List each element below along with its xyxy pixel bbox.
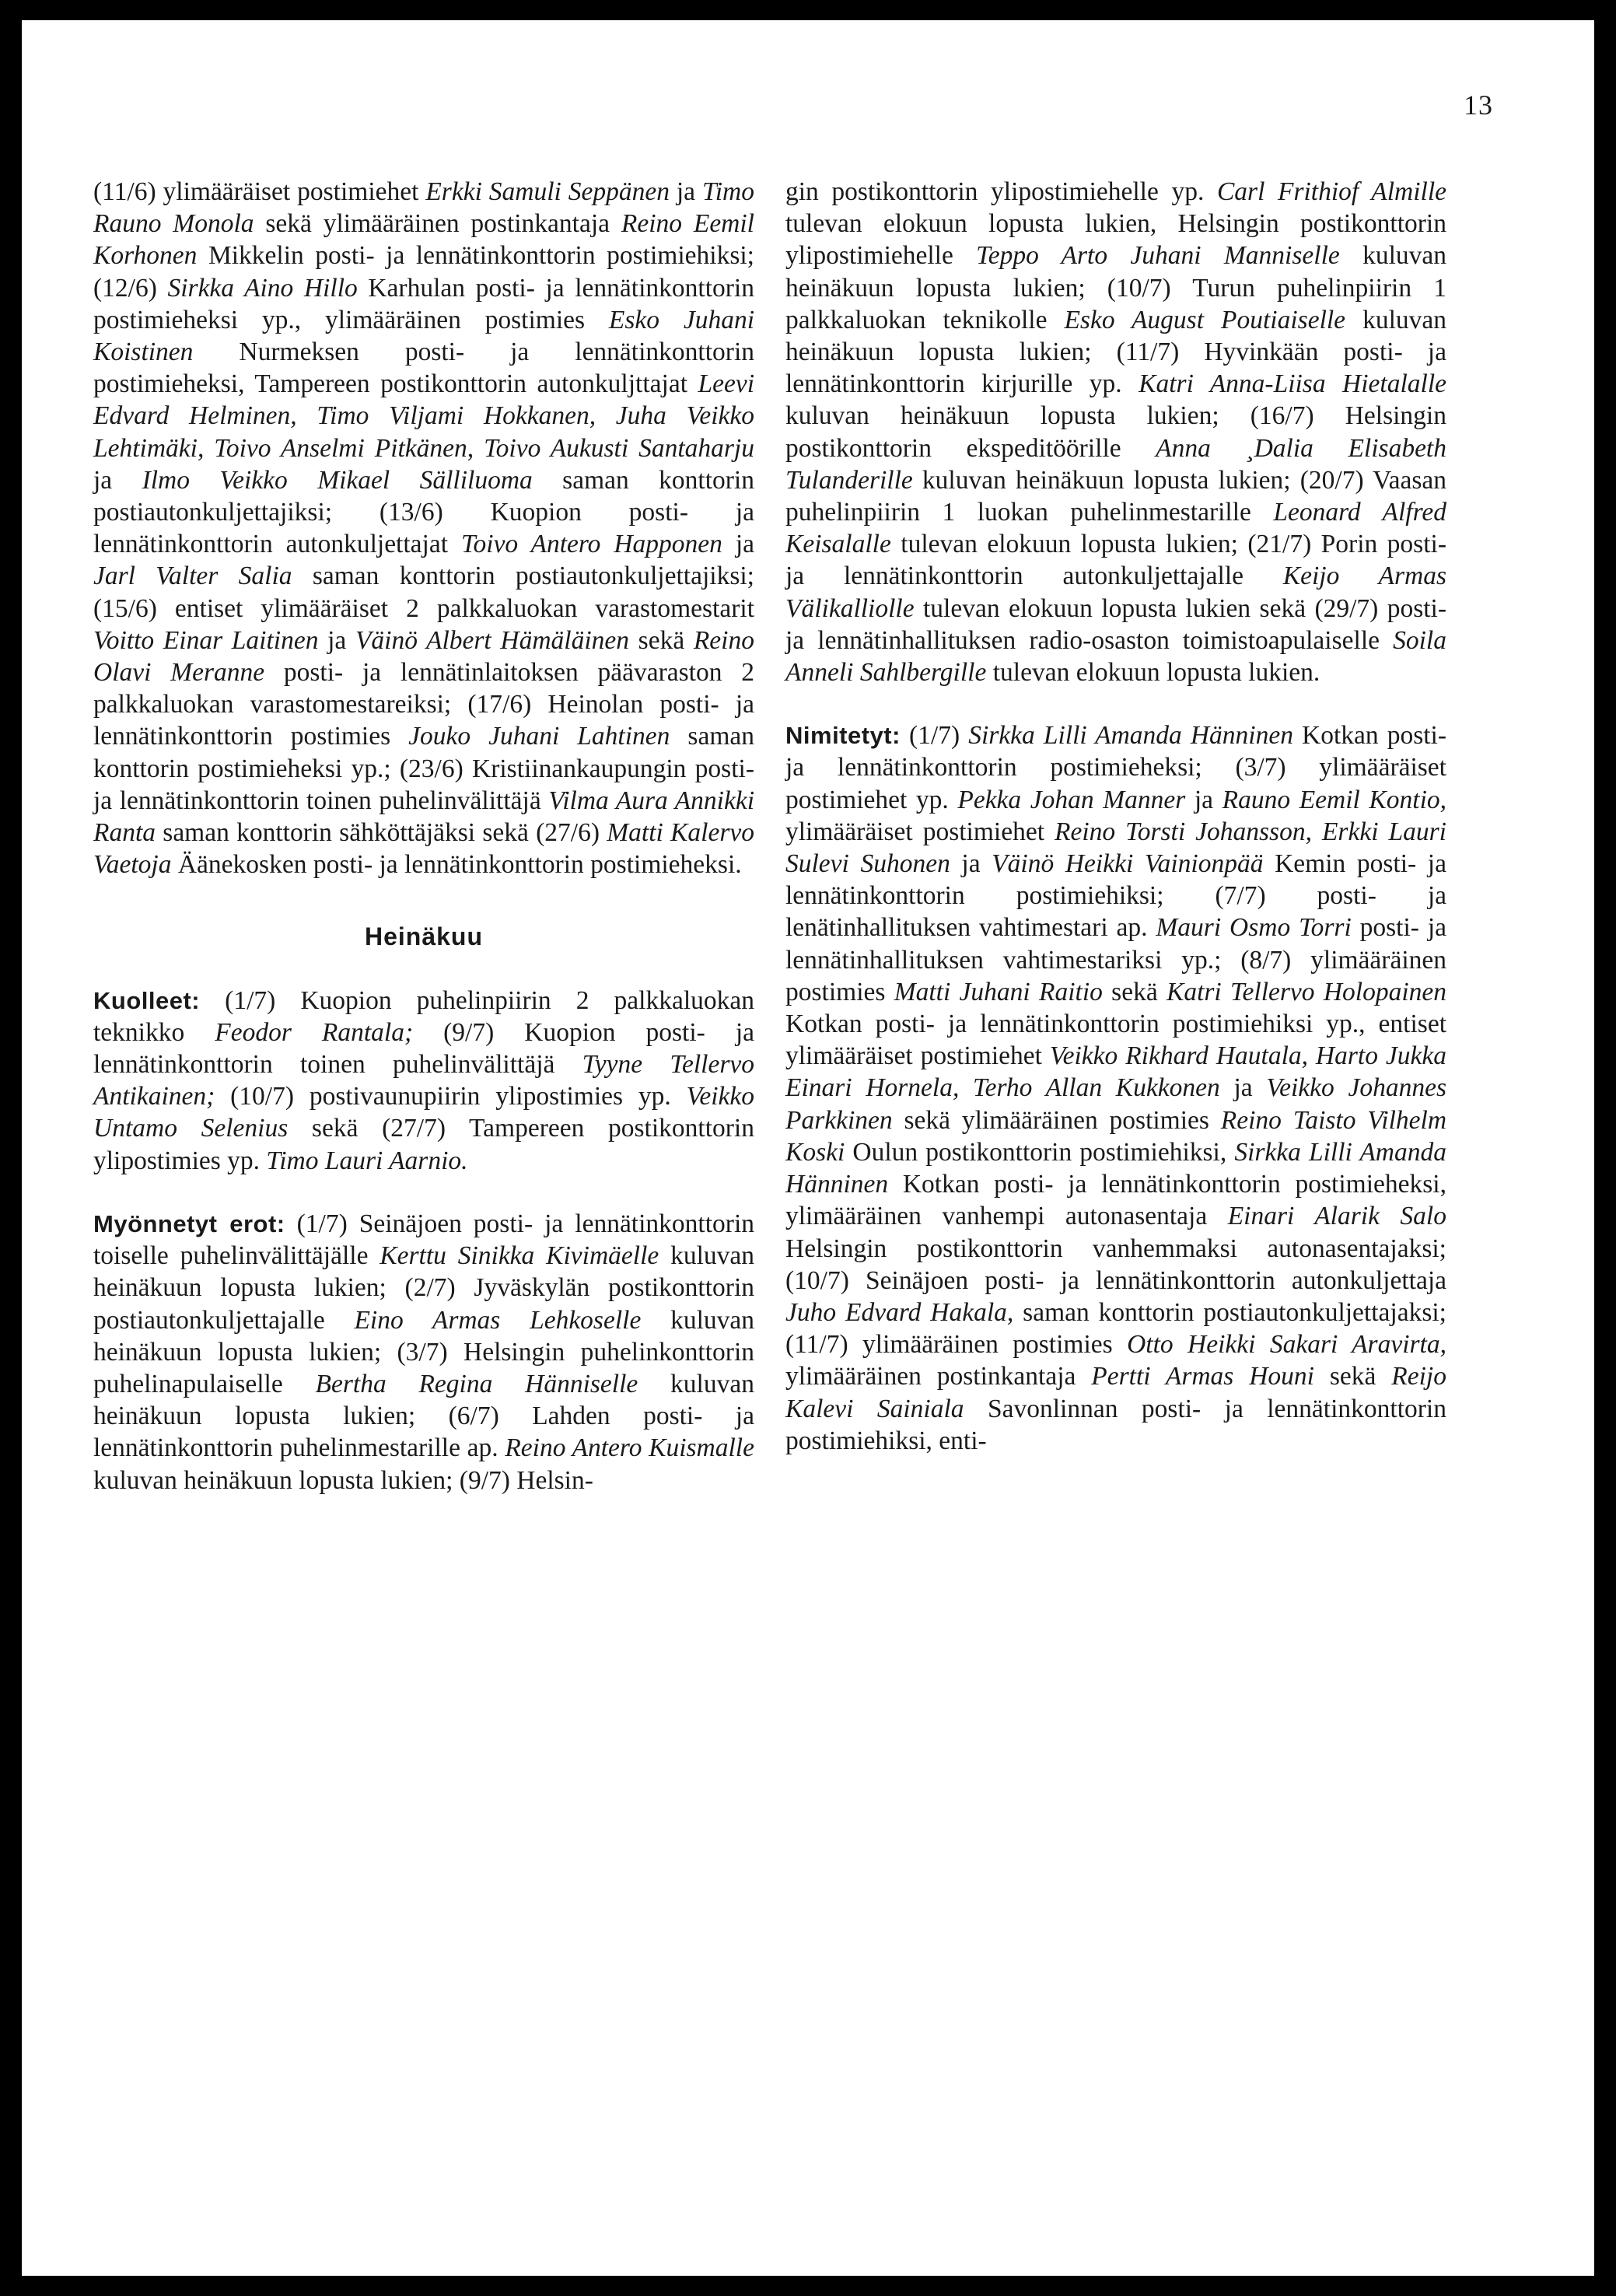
deceased-label: Kuolleet: xyxy=(93,986,201,1014)
person-name: Mauri Osmo Torri xyxy=(1156,913,1352,943)
resignations-label: Myönnetyt erot: xyxy=(93,1209,285,1237)
person-name: Erkki Samuli Seppänen xyxy=(425,177,670,206)
person-name: Ilmo Veikko Mikael Sälliluoma xyxy=(142,465,533,495)
person-name: Soila Anneli Sahlbergille xyxy=(785,625,1446,688)
appointed-paragraph xyxy=(785,719,1446,1457)
deceased-text: (1/7) Kuopion puhelinpiirin 2 palkkaluokan teknikko Feodor Rantala; (9/7) Kuopion posti- ja lennätinkonttorin toinen puhelinvälittäjä Tyyne Tellervo Antikainen; (10/7) postivaunupiirin ylipostimies yp. Veikko Untamo Selenius sekä (27/7) Tampereen postikonttorin ylipostimies yp. Timo Lauri Aarnio. xyxy=(93,985,755,1175)
person-name: Feodor Rantala; xyxy=(215,1017,414,1047)
person-name: Anna ¸Dalia Elisabeth Tulanderille xyxy=(785,433,1446,495)
person-name: Reino Olavi Meranne xyxy=(93,625,754,688)
person-name: Sirkka Lilli Amanda Hänninen xyxy=(785,1137,1446,1199)
person-name: Reijo Kalevi Sainiala xyxy=(785,1362,1446,1423)
person-name: Toivo Antero Happonen xyxy=(460,530,722,559)
person-name: Carl Frithiof Almille xyxy=(1216,177,1446,206)
person-name: Matti Kalervo Vaetoja xyxy=(93,818,754,880)
person-name: Rauno Eemil Kontio, xyxy=(1222,785,1446,814)
person-name: Veikko Untamo Selenius xyxy=(93,1082,754,1143)
person-name: Vilma Aura Annikki Ranta xyxy=(93,786,754,848)
person-name: Jarl Valter Salia xyxy=(93,562,292,591)
person-name: Tyyne Tellervo Antikainen; xyxy=(93,1050,754,1111)
person-name: Reino Eemil Korhonen xyxy=(93,209,754,271)
person-name: Väinö Heikki Vainionpää xyxy=(992,849,1264,879)
person-name: Bertha Regina Hänniselle xyxy=(315,1369,638,1398)
person-name: Keijo Armas Välikalliolle xyxy=(785,562,1447,623)
document-page xyxy=(22,20,1594,2276)
left-column xyxy=(93,176,754,1496)
person-name: Jouko Juhani Lahtinen xyxy=(408,722,670,751)
resignations-paragraph xyxy=(93,1208,754,1496)
person-name: Pekka Johan Manner xyxy=(957,785,1186,814)
person-name: Esko Juhani Koistinen xyxy=(93,305,754,367)
appointed-label: Nimitetyt: xyxy=(785,722,901,750)
person-name: Katri Anna-Liisa Hietalalle xyxy=(1139,369,1446,399)
section-heading-heinakuu: Heinäkuu xyxy=(364,922,484,951)
person-name: Teppo Arto Juhani Manniselle xyxy=(976,241,1340,271)
person-name: Reino Antero Kuismalle xyxy=(505,1433,754,1463)
person-name: Veikko Rikhard Hautala, Harto Jukka Einari Hornela, Terho Allan Kukkonen xyxy=(785,1041,1446,1103)
page-number: 13 xyxy=(1464,89,1493,121)
person-name: Leonard Alfred Keisalalle xyxy=(785,498,1446,559)
person-name: Pertti Armas Houni xyxy=(1091,1362,1314,1391)
person-name: Sirkka Lilli Amanda Hänninen xyxy=(968,721,1293,751)
person-name: Timo Rauno Monola xyxy=(93,177,754,239)
person-name: Reino Torsti Johansson, Erkki Lauri Sulevi Suhonen xyxy=(785,817,1446,879)
resignations-continued-paragraph: gin postikonttorin ylipostimiehelle yp. Carl Frithiof Almille tulevan elokuun lopusta lukien, Helsingin postikonttorin ylipostimiehelle Teppo Arto Juhani Manniselle kuluvan heinäkuun lopusta lukien; (10/7) Turun puhelinpiirin 1 palkkaluokan teknikolle Esko August Poutiaiselle kuluvan heinäkuun lopusta lukien; (11/7) Hyvinkään posti- ja lennätinkonttorin kirjurille yp. Katri Anna-Liisa Hietalalle kuluvan heinäkuun lopusta lukien; (16/7) Helsingin postikonttorin ekspeditöörille Anna ¸Dalia Elisabeth Tulanderille kuluvan heinäkuun lopusta lukien; (20/7) Vaasan puhelinpiirin 1 luokan puhelinmestarille Leonard Alfred Keisalalle tulevan elokuun lopusta lukien; (21/7) Porin posti- ja lennätinkonttorin autonkuljettajalle Keijo Armas Välikalliolle tulevan elokuun lopusta lukien sekä (29/7) posti- ja lennätinhallituksen radio-osaston toimistoapulaiselle Soila Anneli Sahlbergille tulevan elokuun lopusta lukien. xyxy=(785,177,1447,688)
person-name: Juho Edvard Hakala, xyxy=(785,1297,1014,1327)
deceased-paragraph xyxy=(93,985,754,1177)
person-name: Eino Armas Lehkoselle xyxy=(354,1305,642,1335)
person-name: Katri Tellervo Holopainen xyxy=(1166,977,1446,1006)
person-name: Matti Juhani Raitio xyxy=(894,977,1103,1006)
person-name: Esko August Poutiaiselle xyxy=(1064,305,1346,334)
person-name: Reino Taisto Vilhelm Koski xyxy=(785,1105,1447,1167)
person-name: Einari Alarik Salo xyxy=(1227,1202,1446,1231)
person-name: Voitto Einar Laitinen xyxy=(93,625,319,655)
person-name: Sirkka Aino Hillo xyxy=(167,273,358,303)
person-name: Väinö Albert Hämäläinen xyxy=(355,625,630,655)
right-column xyxy=(785,176,1446,1457)
person-name: Leevi Edvard Helminen, Timo Viljami Hokkanen, Juha Veikko Lehtimäki, Toivo Anselmi Pitkänen, Toivo Aukusti Santaharju xyxy=(93,369,754,463)
person-name: Timo Lauri Aarnio. xyxy=(266,1146,468,1175)
person-name: Veikko Johannes Parkkinen xyxy=(785,1073,1446,1135)
person-name: Otto Heikki Sakari Aravirta, xyxy=(1127,1330,1446,1360)
appointed-text: (1/7) Sirkka Lilli Amanda Hänninen Kotkan posti- ja lennätinkonttorin postimieheksi; (3/7) ylimääräiset postimiehet yp. Pekka Johan Manner ja Rauno Eemil Kontio, ylimääräiset postimiehet Reino Torsti Johansson, Erkki Lauri Sulevi Suhonen ja Väinö Heikki Vainionpää Kemin posti- ja lennätinkonttorin postimiehiksi; (7/7) posti- ja lenätinhallituksen vahtimestari ap. Mauri Osmo Torri posti- ja lennätinhallituksen vahtimestariksi yp.; (8/7) ylimääräinen postimies Matti Juhani Raitio sekä Katri Tellervo Holopainen Kotkan posti- ja lennätinkonttorin postimiehiksi yp., entiset ylimääräiset postimiehet Veikko Rikhard Hautala, Harto Jukka Einari Hornela, Terho Allan Kukkonen ja Veikko Johannes Parkkinen sekä ylimääräinen postimies Reino Taisto Vilhelm Koski Oulun postikonttorin postimiehiksi, Sirkka Lilli Amanda Hänninen Kotkan posti- ja lennätinkonttorin postimieheksi, ylimääräinen vanhempi autonasentaja Einari Alarik Salo Helsingin postikonttorin vanhemmaksi autonasentajaksi; (10/7) Seinäjoen posti- ja lennätinkonttorin autonkuljettaja Juho Edvard Hakala, saman konttorin postiautonkuljettajaksi; (11/7) ylimääräinen postimies Otto Heikki Sakari Aravirta, ylimääräinen postinkantaja Pertti Armas Houni sekä Reijo Kalevi Sainiala Savonlinnan posti- ja lennätinkonttorin postimiehiksi, enti- xyxy=(785,721,1447,1455)
resignations-text: (1/7) Seinäjoen posti- ja lennätinkonttorin toiselle puhelinvälittäjälle Kerttu Sinikka Kivimäelle kuluvan heinäkuun lopusta lukien; (2/7) Jyväskylän postikonttorin postiautonkuljettajalle Eino Armas Lehkoselle kuluvan heinäkuun lopusta lukien; (3/7) Helsingin puhelinkonttorin puhelinapulaiselle Bertha Regina Hänniselle kuluvan heinäkuun lopusta lukien; (6/7) Lahden posti- ja lennätinkonttorin puhelinmestarille ap. Reino Antero Kuismalle kuluvan heinäkuun lopusta lukien; (9/7) Helsin- xyxy=(93,1209,755,1495)
appointments-june-paragraph: (11/6) ylimääräiset postimiehet Erkki Samuli Seppänen ja Timo Rauno Monola sekä ylimääräinen postinkantaja Reino Eemil Korhonen Mikkelin posti- ja lennätinkonttorin postimiehiksi; (12/6) Sirkka Aino Hillo Karhulan posti- ja lennätinkonttorin postimieheksi yp., ylimääräinen postimies Esko Juhani Koistinen Nurmeksen posti- ja lennätinkonttorin postimieheksi, Tampereen postikonttorin autonkuljttajat Leevi Edvard Helminen, Timo Viljami Hokkanen, Juha Veikko Lehtimäki, Toivo Anselmi Pitkänen, Toivo Aukusti Santaharju ja Ilmo Veikko Mikael Sälliluoma saman konttorin postiautonkuljettajiksi; (13/6) Kuopion posti- ja lennätinkonttorin autonkuljettajat Toivo Antero Happonen ja Jarl Valter Salia saman konttorin postiautonkuljettajiksi; (15/6) entiset ylimääräiset 2 palkkaluokan varastomestarit Voitto Einar Laitinen ja Väinö Albert Hämäläinen sekä Reino Olavi Meranne posti- ja lennätinlaitoksen päävaraston 2 palkkaluokan varastomestareiksi; (17/6) Heinolan posti- ja lennätinkonttorin postimies Jouko Juhani Lahtinen saman konttorin postimieheksi yp.; (23/6) Kristiinankaupungin posti- ja lennätinkonttorin toinen puhelinvälittäjä Vilma Aura Annikki Ranta saman konttorin sähköttäjäksi sekä (27/6) Matti Kalervo Vaetoja Äänekosken posti- ja lennätinkonttorin postimieheksi. xyxy=(93,177,754,880)
person-name: Kerttu Sinikka Kivimäelle xyxy=(380,1241,659,1271)
